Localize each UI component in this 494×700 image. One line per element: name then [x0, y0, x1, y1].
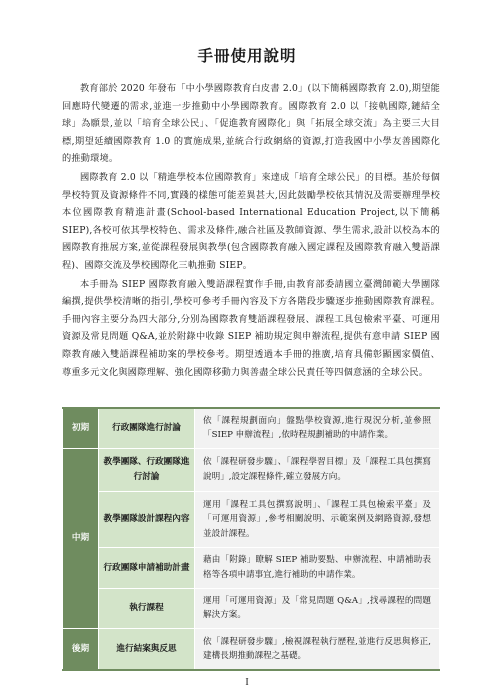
- phase-late: 後期: [63, 628, 99, 670]
- table-row: [63, 408, 440, 448]
- table-row: [63, 547, 440, 588]
- process-table: [62, 407, 440, 671]
- page-title: 手冊使用說明: [197, 46, 297, 65]
- paragraph-1: 教育部於 2020 年發布「中小學國際教育白皮書 2.0」(以下簡稱國際教育 2.0),期望能回應時代變遷的需求,並進一步推動中小學國際教育。國際教育 2.0 以「接軌國際,鏈結全球」為願景,並以「培育全球公民」、「促進教育國際化」與「拓展全球交流」為主要三大目標,期望延續國際教育 1.0 的實施成果,並統合行政網絡的資源,打造我國中小學友善國際化的推動環境。: [62, 83, 440, 165]
- step-cell: 進行結案與反思: [99, 628, 195, 670]
- page-number: I: [245, 677, 249, 688]
- desc-cell: 依「課程研發步驟」、「課程學習目標」及「課程工具包撰寫說明」,設定課程條件,確立發展方向。: [195, 448, 440, 491]
- step-cell: 執行課程: [99, 588, 195, 628]
- desc-cell: 依「課程研發步驟」,檢視課程執行歷程,並進行反思與修正,建構長期推動課程之基礎。: [195, 628, 440, 670]
- paragraph-3: 本手冊為 SIEP 國際教育融入雙語課程實作手冊,由教育部委請國立臺灣師範大學團隊編撰,提供學校清晰的指引,學校可參考手冊內容及下方各階段步驟逐步推動國際教育課程。手冊內容主要分為四大部分,分別為國際教育雙語課程發展、課程工具包檢索平臺、可運用資源及常見問題 Q&A,並於附錄中收錄 SIEP 補助規定與申辦流程,提供有意申請 SIEP 國際教育融入雙語課程補助案的學校參考。期望透過本手冊的推廣,培育具備彰顯國家價值、尊重多元文化與國際理解、強化國際移動力與善盡全球公民責任等四個意涵的全球公民。: [62, 278, 440, 378]
- table-row: [63, 491, 440, 547]
- phase-middle: 中期: [63, 448, 99, 628]
- desc-cell: 依「課程規劃面向」盤點學校資源,進行現況分析,並參照「SIEP 申辦流程」,依時程規劃補助的申請作業。: [195, 408, 440, 448]
- phase-early: 初期: [63, 408, 99, 448]
- step-cell: 行政團隊申請補助計畫: [99, 547, 195, 588]
- desc-cell: 藉由「附錄」瞭解 SIEP 補助要點、申辦流程、申請補助表格等各項申請事宜,進行補助的申請作業。: [195, 547, 440, 588]
- desc-cell: 運用「可運用資源」及「常見問題 Q&A」,找尋課程的問題解決方案。: [195, 588, 440, 628]
- desc-cell: 運用「課程工具包撰寫說明」、「課程工具包檢索平臺」及「可運用資源」,參考相關說明、示範案例及網路資源,發想並設計課程。: [195, 491, 440, 547]
- step-cell: 教學團隊、行政團隊進行討論: [99, 448, 195, 491]
- paragraph-2: 國際教育 2.0 以「精進學校本位國際教育」來達成「培育全球公民」的目標。基於每個學校特質及資源條件不同,實踐的樣態可能差異甚大,因此鼓勵學校依其情況及需要辦理學校本位國際教育精進計畫(School-based International Education Project,以下簡稱 SIEP),各校可依其學校特色、需求及條件,融合社區及教師資源、學生需求,設計以校為本的國際教育推展方案,並從課程發展與教學(包含國際教育融入國定課程及國際教育融入雙語課程)、國際交流及學校國際化三軌推動 SIEP。: [62, 171, 440, 271]
- table-row: [63, 448, 440, 491]
- table-row: [63, 628, 440, 670]
- table-row: [63, 588, 440, 628]
- intro-text: [62, 80, 440, 382]
- step-cell: 教學團隊設計課程內容: [99, 491, 195, 547]
- step-cell: 行政團隊進行討論: [99, 408, 195, 448]
